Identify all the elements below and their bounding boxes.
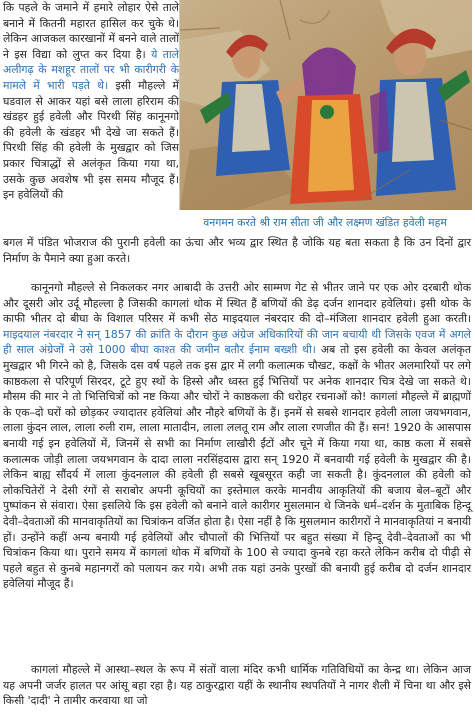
paragraph-2 [3,280,471,592]
intro-text-a: कि पहले के जमाने में हमारे लोहार ऐसे ताले बनाने में कितनी महारत हासिल कर चुके थे। लेकिन आजकल कारखानों में बनने वाले तालों ने इस विद्या को लुप्त कर दिया है। [3,1,179,61]
intro-highlight-quote: ये ताले अलीगढ़ के मशहूर तालों पर भी कारीगरी के मामले में भारी पड़ते थे। [3,47,179,92]
paragraph-3-text: कागलां मौहल्ले में आस्था–स्थल के रूप में संतों वाला मंदिर कभी धार्मिक गतिविधियों का केन्द्र था। लेकिन आज यह अपनी जर्जर हालत पर आंसू बहा रहा है। यह ठाकुरद्वारा यहीं के स्थानीय स्थपतियों ने नागर शैली में चिना था और इसे किसी 'दादी' ने तामीर करवाया था जो [3,663,471,708]
paragraph-1-continuation: बगल में पंडित भोजराज की पुरानी हवेली का ऊंचा और भव्य द्वार स्थित है जोकि यह बता सकता है कि उन दिनों द्वार निर्माण के पैमाने क्या हुआ करते। [3,236,471,265]
paragraph-2-text-a: कानूनगो मौहल्ले से निकलकर नगर आबादी के उत्तरी ओर साम्मण गेट से भीतर जाने पर एक ओर दरबारी थोक और दूसरी ओर उर्दू मौहल्ला है जिसकी कागलां थोक में स्थित हैं बणियों की डेढ़ दर्जन शानदार हवेलियां। इसी थोक के काफी भीतर दो बीघा के विशाल परिसर में कभी सेठ माइदयाल नंबरदार की दो–मंजिला शानदार हवेली हुआ करती। [3,281,471,326]
intro-text-b: इसी मौहल्ले में घडवाल से आकर यहां बसे लाला हरिराम की खंडहर हुई हवेली और पिरथी सिंह कानूनगो की हवेली के खंडहर भी देखे जा सकते हैं। पिरथी सिंह की हवेली के मुखद्वार को जिस प्रकार चित्राद्धों से अलंकृत किया गया था, उसके कुछ अवशेष भी इस समय मौजूद हैं। इन हवेलियों की [3,78,179,202]
haveli-mural-photo [179,0,472,210]
photo-caption: वनगमन करते श्री राम सीता जी और लक्ष्मण खंडित हवेली महम [203,216,447,229]
paragraph-2-text-b: अब तो इस हवेली का केवल अलंकृत मुखद्वार भी गिरने को है, जिसके दस वर्ष पहले तक इस द्वार में लगी कलात्मक चौखट, कक्षों के भीतर अलमारियों पर लगे काष्ठकला से परिपूर्ण सिरदर, टूटे हुए स्थों के हिस्से और ध्वस्त हुई भित्तियों पर अनेक शानदार चित्र देखे जा सकते थे। मौसम की मार ने तो भित्तिचित्रों को नष्ट किया और चोरों ने काष्ठकला की धरोहर रचनाओं को! कागलां मौहल्ले में ब्राह्मणों के एक–दो घरों को छोड़कर ज्यादातर हवेलियां और नौहरे बणियों के हैं। इनमें से सबसे शानदार हवेली लाला जयभगवान, लाला कुंदन लाल, लाला रुली राम, लाला मातादीन, लाला ललतू राम और लाला रणजीत की हैं। सन! 1920 के आसपास बनायी गई इन हवेलियों में, जिनमें से सभी का निर्माण लाखौरी ईंटों और चूने में किया गया था, काष्ठ कला में सबसे कलात्मक जोड़ी लाला जयभगवान के दादा लाला नरसिंहदास द्वारा सन् 1920 में बनवायी गई हवेली के मुखद्वार की है। लेकिन बाह्य सौंदर्य में लाला कुंदनलाल की हवेली ही सबसे खूबसूरत कही जा सकती है। कुंदनलाल की हवेली को लोकचितेरों ने देसी रंगों से सराबोर अपनी कूचियों का इस्तेमाल करके मानवीय आकृतियों की बजाय बेल–बूटों और पुष्पांकन से संवारा। ऐसा इसलिये कि इस हवेली को बनाने वाले कारीगर मुसलमान थे जिनके धर्म–दर्शन के मुताबिक हिन्दू देवी–देवताओं की मानवाकृतियों का चित्रांकन वर्जित होता है। ऐसा नहीं है कि मुसलमान कारीगरों ने मानवाकृतियां न बनायी हों। उन्होंने कहीं अन्य बनायी गई हवेलियों और चौपालों की भित्तियों पर बहुत संख्या में हिन्दू देवी–देवताओं का भी चित्रांकन किया था। पुराने समय में कागलां थोक में बणियों के 100 से ज्यादा कुनबे रहा करते लेकिन करीब दो पीढ़ी से पहले बहुत से कुनबे महानगरों को पलायन कर गये। अभी तक यहां उनके पुरखों की बनायी हुई करीब दो दर्जन शानदार हवेलियां मौजूद हैं। [3,343,471,591]
intro-paragraph [3,0,179,203]
paragraph-3 [3,662,471,709]
paragraph-2-highlight: माइदयाल नंबरदार ने सन् 1857 की क्रांति के दौरान कुछ अंग्रेज अधिकारियों की जान बचायी थी जिसके एवज में अगले ही साल अंग्रेजों ने उसे 1000 बीघा काश्त की जमीन बतौर ईनाम बख्शी थी। [3,327,471,357]
mural-illustration [180,0,472,210]
